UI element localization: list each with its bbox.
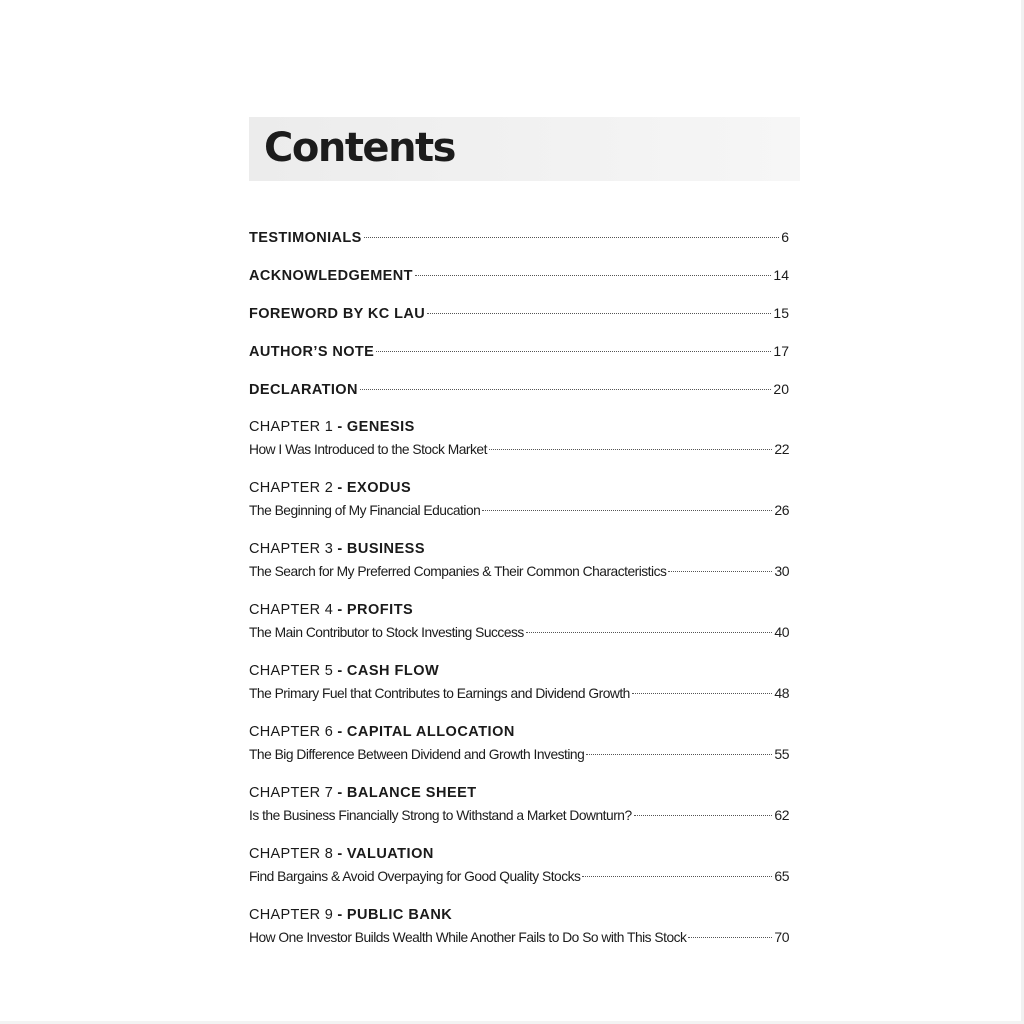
chapter-name: GENESIS (346, 419, 415, 435)
chapter-heading (249, 782, 789, 804)
chapter-subtitle: How One Investor Builds Wealth While Another Fails to Do So with This Stock (249, 930, 687, 945)
chapter-separator: - (333, 480, 347, 496)
toc-page-number: 70 (774, 929, 789, 945)
dot-leader (526, 632, 773, 633)
chapter-subtitle: The Primary Fuel that Contributes to Earnings and Dividend Growth (249, 686, 630, 701)
chapter-separator: - (333, 724, 347, 740)
table-of-contents (249, 226, 789, 965)
chapter-subtitle: Find Bargains & Avoid Overpaying for Good Quality Stocks (249, 869, 581, 884)
chapter-number: CHAPTER 9 (249, 907, 334, 923)
dot-leader (482, 510, 772, 511)
chapter-heading (249, 843, 789, 865)
chapter-subtitle-row (249, 682, 789, 704)
chapter-name: PUBLIC BANK (346, 907, 453, 923)
chapter-name: EXODUS (346, 480, 412, 496)
chapter-name: VALUATION (346, 846, 434, 862)
chapter-subtitle: The Big Difference Between Dividend and Growth Investing (249, 747, 585, 762)
chapter-number: CHAPTER 8 (249, 846, 334, 862)
toc-chapter-3 (249, 538, 789, 582)
toc-page-number: 20 (773, 381, 789, 397)
toc-entry-label: TESTIMONIALS (249, 230, 362, 246)
chapter-heading (249, 538, 789, 560)
title-banner (249, 117, 800, 181)
chapter-number: CHAPTER 5 (249, 663, 334, 679)
chapter-separator: - (333, 785, 347, 801)
dot-leader (634, 815, 773, 816)
toc-entry-acknowledgement (249, 264, 789, 286)
chapter-number: CHAPTER 4 (249, 602, 334, 618)
toc-page-number: 65 (774, 868, 789, 884)
chapter-subtitle-row (249, 621, 789, 643)
toc-chapter-2 (249, 477, 789, 521)
chapter-number: CHAPTER 6 (249, 724, 334, 740)
toc-page-number: 6 (781, 229, 789, 245)
toc-chapter-9 (249, 904, 789, 948)
chapter-separator: - (333, 907, 347, 923)
toc-entry-label: ACKNOWLEDGEMENT (249, 268, 413, 284)
chapter-subtitle: The Main Contributor to Stock Investing Success (249, 625, 524, 640)
toc-chapter-8 (249, 843, 789, 887)
toc-page-number: 48 (774, 685, 789, 701)
chapter-heading (249, 477, 789, 499)
toc-entry-label: FOREWORD BY KC LAU (249, 306, 426, 322)
dot-leader (586, 754, 772, 755)
toc-entry-declaration (249, 378, 789, 400)
dot-leader (688, 937, 772, 938)
dot-leader (632, 693, 773, 694)
chapter-number: CHAPTER 1 (249, 419, 334, 435)
toc-page-number: 14 (773, 267, 789, 283)
chapter-subtitle-row (249, 865, 789, 887)
chapter-subtitle-row (249, 926, 789, 948)
toc-page-number: 17 (773, 343, 789, 359)
chapter-subtitle: How I Was Introduced to the Stock Market (249, 442, 487, 457)
chapter-name: CAPITAL ALLOCATION (346, 724, 515, 740)
toc-chapter-7 (249, 782, 789, 826)
toc-chapter-6 (249, 721, 789, 765)
chapter-separator: - (333, 541, 347, 557)
chapter-name: CASH FLOW (346, 663, 440, 679)
chapter-subtitle: The Beginning of My Financial Education (249, 503, 481, 518)
chapter-subtitle: The Search for My Preferred Companies & Their Common Characteristics (249, 564, 667, 579)
chapter-heading (249, 721, 789, 743)
chapter-heading (249, 599, 789, 621)
chapter-separator: - (333, 846, 347, 862)
chapter-separator: - (333, 419, 347, 435)
chapter-subtitle-row (249, 438, 789, 460)
toc-chapter-5 (249, 660, 789, 704)
dot-leader (415, 275, 772, 276)
toc-entry-testimonials (249, 226, 789, 248)
toc-chapter-4 (249, 599, 789, 643)
toc-page-number: 30 (774, 563, 789, 579)
chapter-number: CHAPTER 3 (249, 541, 334, 557)
chapter-name: BALANCE SHEET (346, 785, 477, 801)
chapter-heading (249, 660, 789, 682)
chapter-number: CHAPTER 2 (249, 480, 334, 496)
chapter-separator: - (333, 602, 347, 618)
chapter-subtitle-row (249, 499, 789, 521)
chapter-subtitle: Is the Business Financially Strong to Withstand a Market Downturn? (249, 808, 632, 823)
chapter-subtitle-row (249, 804, 789, 826)
toc-page-number: 22 (774, 441, 789, 457)
toc-page-number: 62 (774, 807, 789, 823)
chapter-separator: - (333, 663, 347, 679)
chapter-name: PROFITS (346, 602, 414, 618)
dot-leader (489, 449, 773, 450)
toc-entry-label: DECLARATION (249, 382, 358, 398)
chapter-name: BUSINESS (346, 541, 426, 557)
toc-page-number: 55 (774, 746, 789, 762)
toc-chapter-1 (249, 416, 789, 460)
toc-entry-label: AUTHOR’S NOTE (249, 344, 375, 360)
dot-leader (364, 237, 779, 238)
toc-entry-authors-note (249, 340, 789, 362)
chapter-heading (249, 904, 789, 926)
toc-page-number: 15 (773, 305, 789, 321)
dot-leader (582, 876, 772, 877)
dot-leader (427, 313, 771, 314)
chapter-number: CHAPTER 7 (249, 785, 334, 801)
chapter-subtitle-row (249, 560, 789, 582)
toc-entry-foreword (249, 302, 789, 324)
dot-leader (360, 389, 772, 390)
dot-leader (668, 571, 772, 572)
chapter-subtitle-row (249, 743, 789, 765)
page-title: Contents (264, 125, 455, 171)
toc-page-number: 26 (774, 502, 789, 518)
chapter-heading (249, 416, 789, 438)
toc-page-number: 40 (774, 624, 789, 640)
dot-leader (376, 351, 771, 352)
